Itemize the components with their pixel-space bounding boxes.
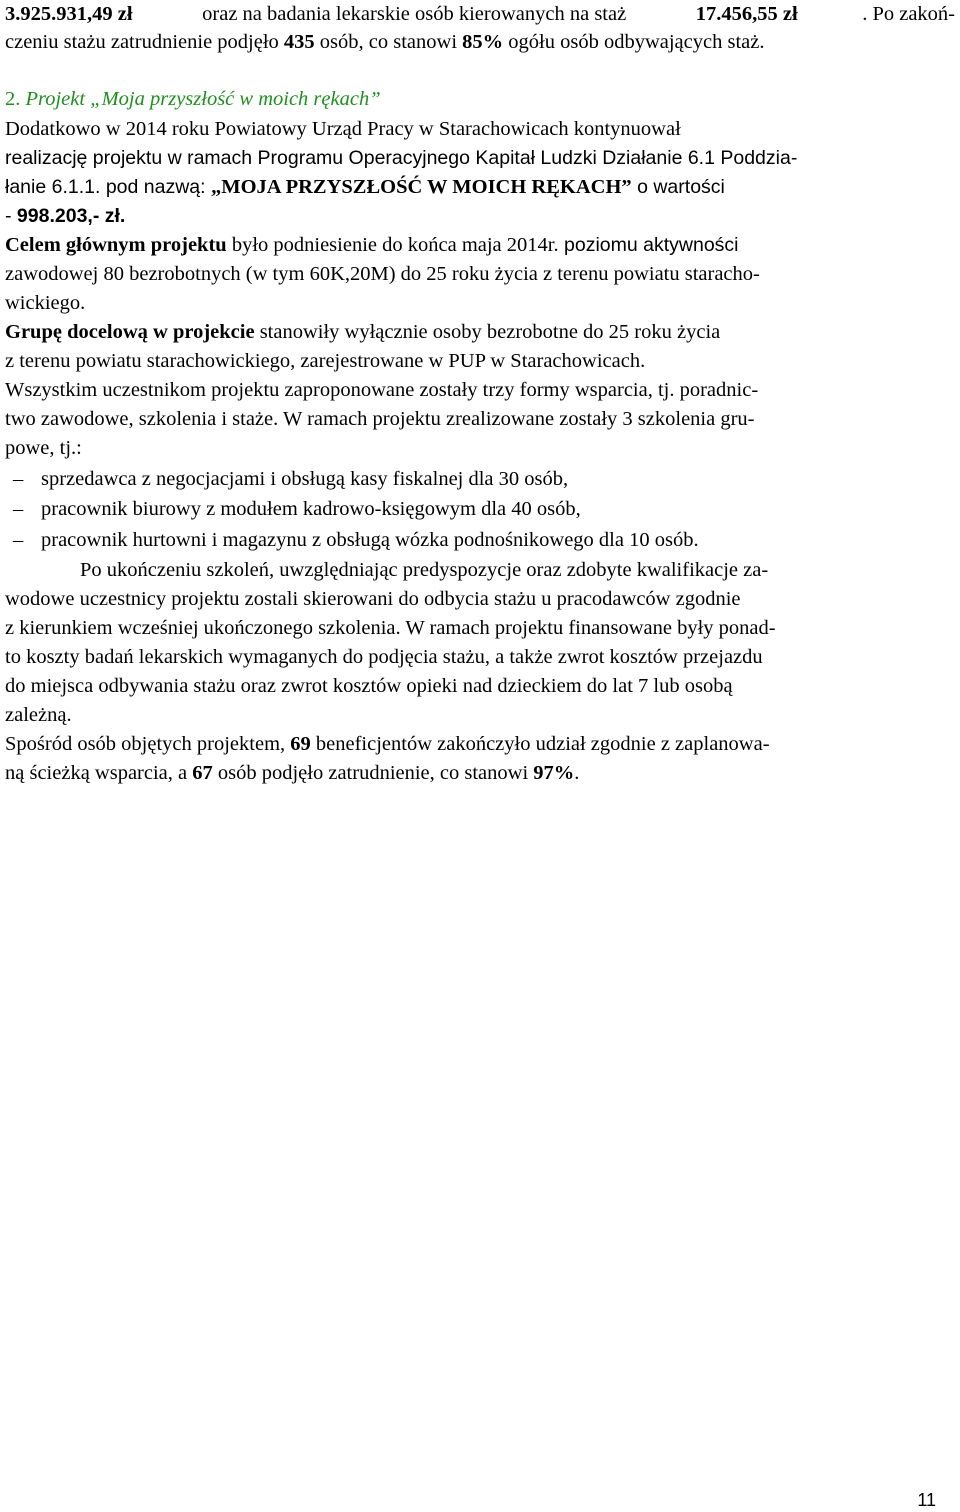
p6-line-4 <box>5 643 955 672</box>
text-span: wodowe uczestnicy projektu zostali skierowani do odbycia stażu u pracodawców zgodnie <box>5 588 741 610</box>
text-span: powe, tj.: <box>5 437 82 459</box>
bold-label: Grupę docelową w projekcie <box>5 321 255 343</box>
percent-text: 85% <box>462 31 504 53</box>
text-span: - <box>5 205 17 227</box>
p5-line-1 <box>5 376 955 405</box>
p5-line-2 <box>5 405 955 434</box>
section-heading <box>5 85 955 114</box>
text-span: ogółu osób odbywających staż. <box>503 31 765 53</box>
bold-label: Celem głównym projektu <box>5 234 227 256</box>
text-span: beneficjentów zakończyło udział zgodnie z zaplanowa- <box>310 733 770 755</box>
p4-line-1 <box>5 318 955 347</box>
p3-line-3 <box>5 289 955 318</box>
text-span: realizację projektu w ramach Programu Operacyjnego Kapitał Ludzki Działanie 6.1 Poddzia- <box>5 147 798 169</box>
heading-title: Projekt „Moja przyszłość w moich rękach” <box>25 88 381 110</box>
p1-line-1 <box>5 0 955 29</box>
text-span: poradnic- <box>674 379 759 401</box>
list-item-text: pracownik hurtowni i magazynu z obsługą wózka podnośnikowego dla 10 osób. <box>41 529 699 551</box>
p6-line-3 <box>5 614 955 643</box>
percent-text: 97% <box>533 762 575 784</box>
list-item <box>5 495 955 524</box>
text-span: Po ukończeniu szkoleń, uwzględniając predyspozycje oraz zdobyte kwalifikacje za- <box>80 559 769 581</box>
p6-line-1 <box>80 556 955 585</box>
p1-line-2 <box>5 28 955 57</box>
p6-line-5 <box>5 672 955 701</box>
p3-line-2 <box>5 260 955 289</box>
list-item <box>5 465 955 494</box>
text-span: oraz na badania lekarskie osób kierowanych na staż <box>197 3 632 25</box>
text-span: do miejsca odbywania stażu oraz zwrot kosztów opieki nad dzieckiem do lat 7 lub osobą <box>5 675 733 697</box>
text-span: wickiego. <box>5 292 86 314</box>
list-item-text: sprzedawca z negocjacjami i obsługą kasy fiskalnej dla 30 osób, <box>41 468 569 490</box>
text-span: to koszty badań lekarskich wymaganych do podjęcia stażu, a także zwrot kosztów przejazdu <box>5 646 763 668</box>
text-span: two zawodowe, szkolenia i staże. <box>5 408 279 430</box>
p2-line-1 <box>5 115 955 144</box>
dash-bullet: – <box>13 529 24 551</box>
text-span: o wartości <box>631 176 725 198</box>
text-span: ną ścieżką wsparcia, a <box>5 762 193 784</box>
text-span: zależną. <box>5 704 72 726</box>
count-text: 69 <box>290 733 311 755</box>
amount-text: 3.925.931,49 zł <box>5 3 133 25</box>
p6-line-2 <box>5 585 955 614</box>
list-item-text: pracownik biurowy z modułem kadrowo-księgowym dla 40 osób, <box>41 498 581 520</box>
p2-line-2 <box>5 144 955 173</box>
p5-line-3 <box>5 434 955 463</box>
count-text: 67 <box>192 762 213 784</box>
count-text: 435 <box>283 31 315 53</box>
text-span: osób, co stanowi <box>314 31 463 53</box>
amount-text: 17.456,55 zł <box>695 3 798 25</box>
text-span: poziomu aktywności <box>558 234 739 256</box>
text-span: Dodatkowo w 2014 roku Powiatowy Urząd Pracy w Starachowicach kontynuował <box>5 118 681 140</box>
p6-line-6 <box>5 701 955 730</box>
text-span: czeniu stażu zatrudnienie podjęło <box>5 31 284 53</box>
text-span: W ramach projektu zrealizowane zostały 3 szkolenia gru- <box>278 408 755 430</box>
text-span: Wszystkim uczestnikom projektu zaproponowane zostały trzy formy wsparcia, tj. <box>5 379 675 401</box>
page-number: 11 <box>917 1490 936 1510</box>
p7-line-2 <box>5 759 955 788</box>
text-span: stanowiły wyłącznie osoby bezrobotne do 25 roku życia <box>254 321 721 343</box>
text-span: było podniesienie do końca maja 2014r. <box>226 234 559 256</box>
text-span: . <box>574 762 580 784</box>
text-span: zawodowej 80 bezrobotnych (w tym 60K,20M) do 25 roku życia z terenu powiatu staracho- <box>5 263 760 285</box>
list-item <box>5 526 955 555</box>
amount-text: 998.203,- zł. <box>16 205 126 227</box>
p7-line-1 <box>5 730 955 759</box>
text-span: z terenu powiatu starachowickiego, zarejestrowane w PUP w Starachowicach. <box>5 350 646 372</box>
text-span: osób podjęło zatrudnienie, co stanowi <box>212 762 534 784</box>
p3-line-1 <box>5 231 955 260</box>
p2-line-3 <box>5 173 955 202</box>
p4-line-2 <box>5 347 955 376</box>
text-span: . Po zakoń- <box>862 3 955 25</box>
p2-line-4 <box>5 202 955 231</box>
text-span: łanie 6.1.1. pod nazwą: <box>5 176 211 198</box>
dash-bullet: – <box>13 468 24 490</box>
dash-bullet: – <box>13 498 24 520</box>
text-span: z kierunkiem wcześniej ukończonego szkolenia. W ramach projektu finansowane były ponad- <box>5 617 776 639</box>
heading-number: 2. <box>5 88 26 110</box>
text-span: Spośród osób objętych projektem, <box>5 733 291 755</box>
project-name: „MOJA PRZYSZŁOŚĆ W MOICH RĘKACH” <box>210 176 632 198</box>
